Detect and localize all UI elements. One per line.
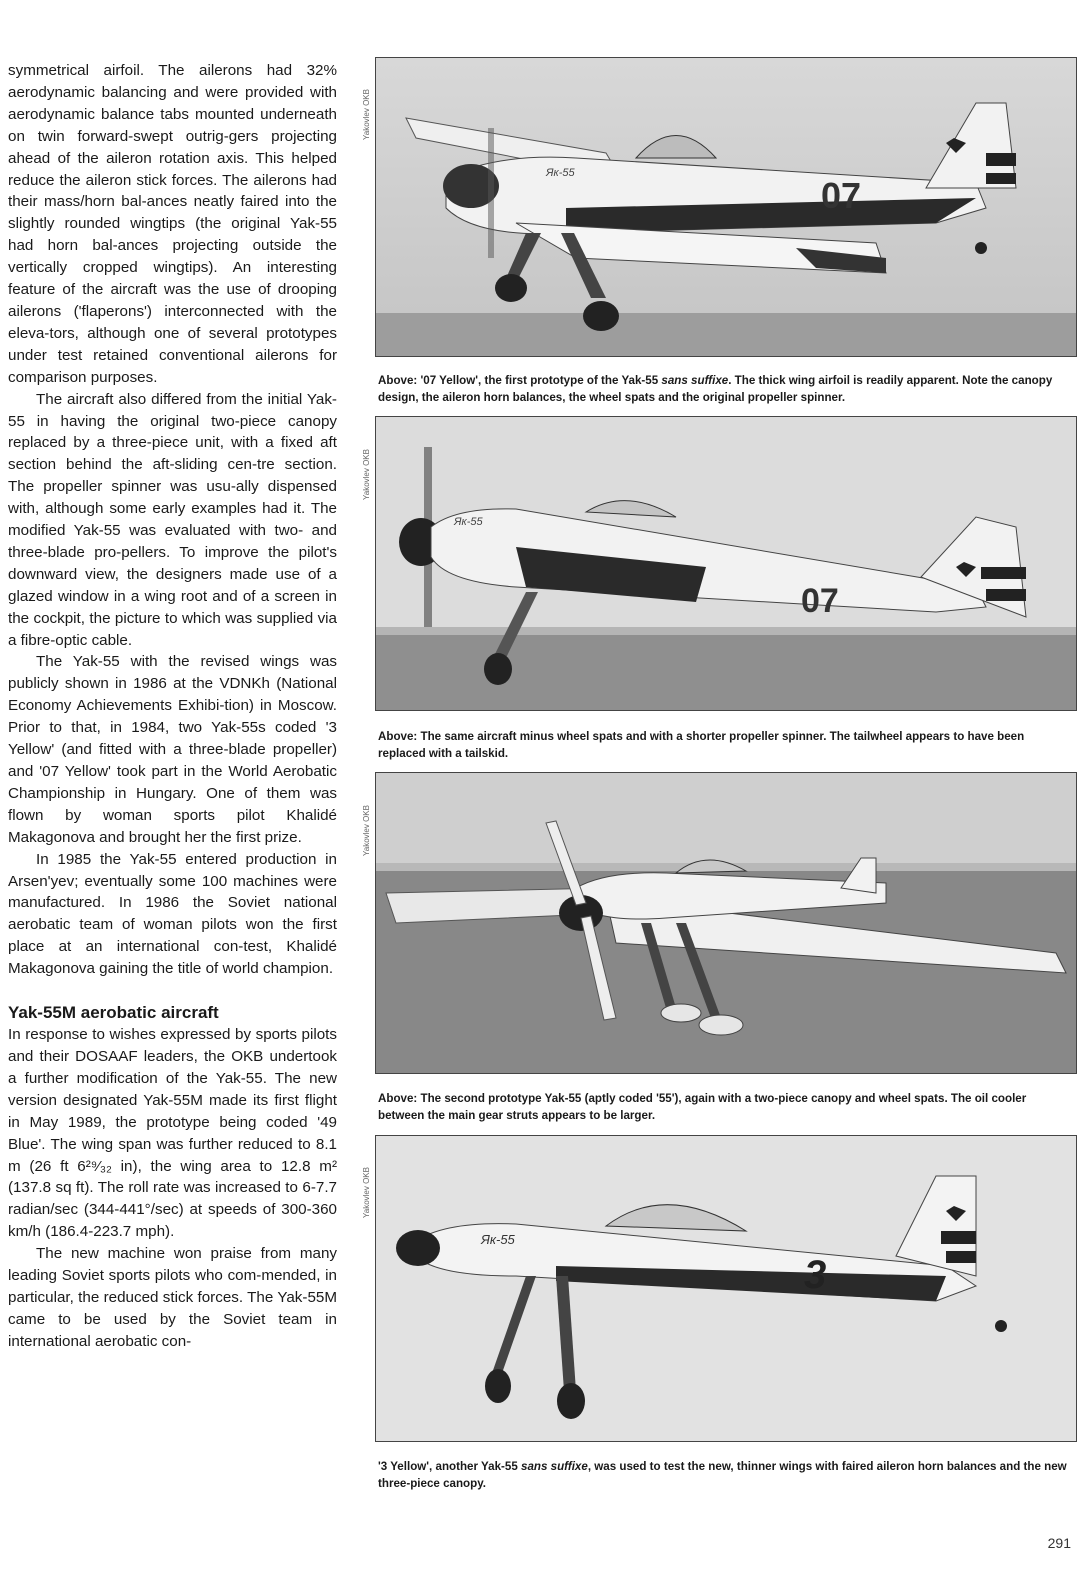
tail-code-label: 07 bbox=[821, 175, 862, 216]
article-paragraph: The Yak-55 with the revised wings was publicly shown in 1986 at the VDNKh (National Economy Achievements Exhibi-tion) in Moscow. Prior to that, in 1984, two Yak-55s coded '3 Yellow' (and fitted with a three-blade propeller) and '07 Yellow' took part in the World Aerobatic Championship in Hungary. One of them was flown by woman sports pilot Khalidé Makagonova and brought her the first prize. bbox=[8, 653, 337, 846]
nose-script-label: Як-55 bbox=[454, 516, 483, 528]
photo-yak55-3-yellow bbox=[375, 1135, 1077, 1442]
photo-caption: '3 Yellow', another Yak-55 sans suffixe, was used to test the new, thinner wings with faired aileron horn balances and the new three-piece canopy. bbox=[378, 1460, 1067, 1490]
photo-yak55-55-second-prototype bbox=[375, 772, 1077, 1074]
article-paragraph: The aircraft also differed from the initial Yak-55 in having the original two-piece canopy replaced by a three-piece unit, with a fixed aft section behind the aft-sliding cen-tre section. The propeller spinner was usu-ally dispensed with, although some early examples had it. The modified Yak-55 was evaluated with two- and three-blade pro-pellers. To improve the pilot's downward view, the designers made use of a glazed window in a wing root and of a screen in the cockpit, the picture to which was supplied via a fibre-optic cable. bbox=[8, 390, 337, 649]
article-paragraph: symmetrical airfoil. The ailerons had 32% aerodynamic balancing and were provided with aerodynamic balance tabs mounted underneath on twin forward-swept outrig-gers projecting ahead of the aileron rotation axis. This helped reduce the aileron stick forces. The ailerons had their mass/horn bal-ances neatly faired into the slightly rounded wingtips (the original Yak-55 had horn bal-ances projecting outside the vertically cropped wingtips). An interesting feature of the aircraft was the use of drooping ailerons ('flaperons') interconnected with the eleva-tors, although one of several prototypes under test retained conventional ailerons for comparison purposes. bbox=[8, 62, 337, 386]
article-text-column bbox=[8, 60, 337, 1353]
tail-code-label: 07 bbox=[801, 582, 839, 620]
tail-code-label: 3 bbox=[804, 1253, 827, 1297]
nose-script-label: Як-55 bbox=[481, 1232, 515, 1247]
photo-credit: Yakovlev OKB bbox=[362, 1167, 371, 1218]
photo-caption: Above: '07 Yellow', the first prototype of the Yak-55 sans suffixe. The thick wing airfoil is readily apparent. Note the canopy design, the aileron horn balances, the wheel spats and the original propeller spinner. bbox=[378, 374, 1053, 404]
section-heading: Yak-55M aerobatic aircraft bbox=[8, 1003, 219, 1023]
photo-yak55-07-yellow-no-spats bbox=[375, 416, 1077, 711]
photo-credit: Yakovlev OKB bbox=[362, 805, 371, 856]
photo-caption: Above: The same aircraft minus wheel spats and with a shorter propeller spinner. The tailwheel appears to have been replaced with a tailskid. bbox=[378, 730, 1025, 760]
photo-credit: Yakovlev OKB bbox=[362, 89, 371, 140]
article-paragraph: In 1985 the Yak-55 entered production in Arsen'yev; eventually some 100 machines were manufactured. In 1986 the Soviet national aerobatic team of woman pilots won the first place at an international con-test, Khalidé Makagonova gaining the title of world champion. bbox=[8, 850, 337, 978]
page-number: 291 bbox=[1047, 1535, 1071, 1551]
article-paragraph: The new machine won praise from many leading Soviet sports pilots who com-mended, in particular, the reduced stick forces. The Yak-55M came to be used by the Soviet team in international aerobatic con- bbox=[8, 1245, 337, 1350]
article-paragraph: In response to wishes expressed by sports pilots and their DOSAAF leaders, the OKB undertook a further modification of the Yak-55. The new version designated Yak-55M made its first flight in May 1989, the prototype being coded '49 Blue'. The wing span was further reduced to 8.1 m (26 ft 6²⁹⁄₃₂ in), the wing area to 12.8 m² (137.8 sq ft). The roll rate was increased to 6-7.7 radian/sec (344-441°/sec) at speeds of 300-360 km/h (186.4-223.7 mph). bbox=[8, 1026, 337, 1241]
photo-caption: Above: The second prototype Yak-55 (aptly coded '55'), again with a two-piece canopy and wheel spats. The oil cooler between the main gear struts appears to be larger. bbox=[378, 1092, 1027, 1122]
photo-yak55-07-yellow-spats bbox=[375, 57, 1077, 357]
photo-credit: Yakovlev OKB bbox=[362, 449, 371, 500]
nose-script-label: Як-55 bbox=[546, 167, 575, 179]
